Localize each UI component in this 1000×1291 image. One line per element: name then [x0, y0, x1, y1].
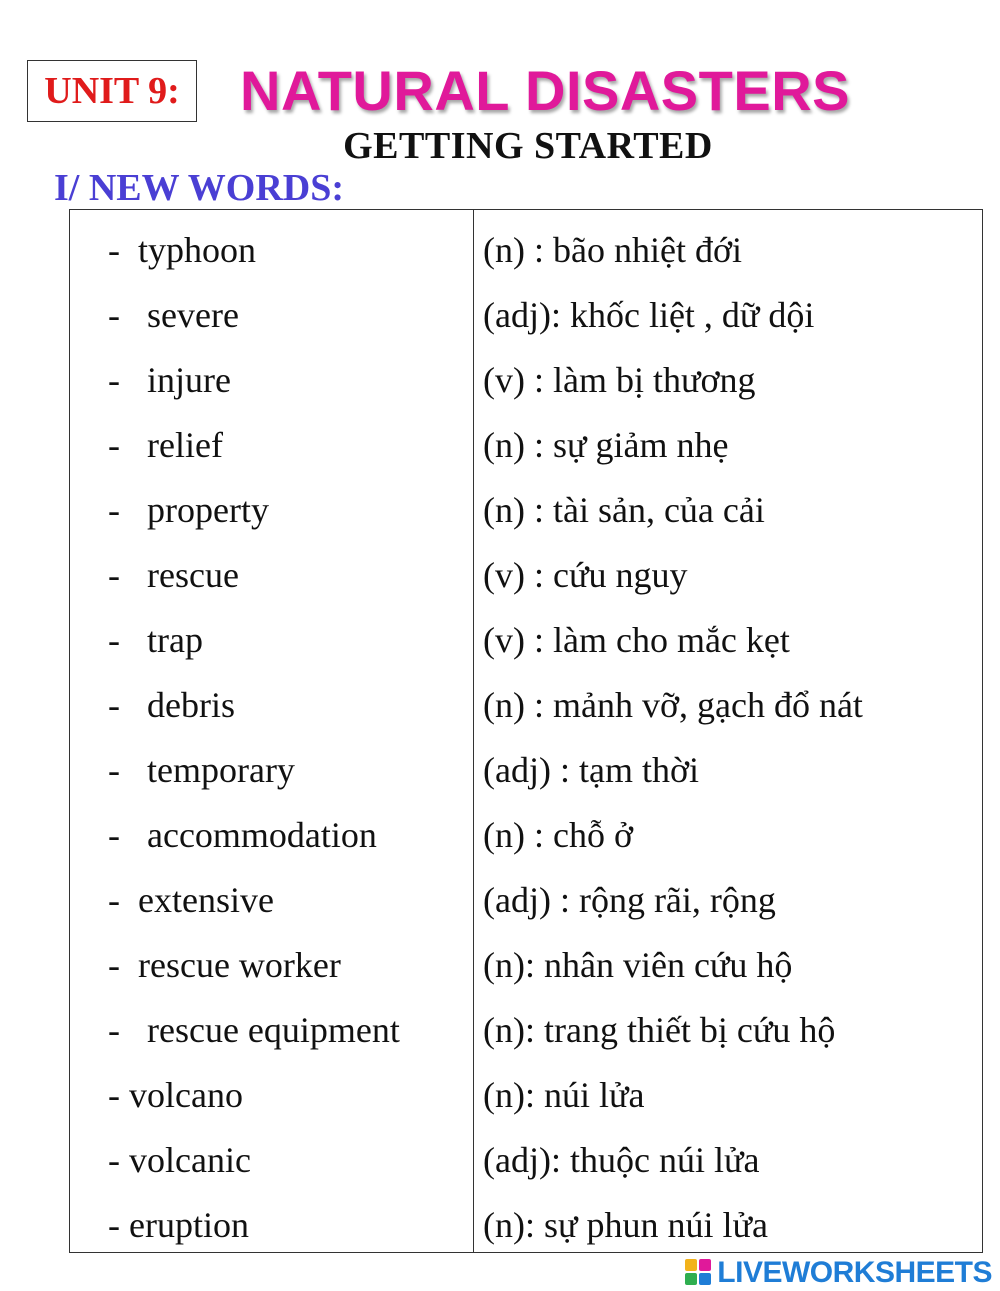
vocab-meaning: (n): nhân viên cứu hộ [483, 945, 793, 985]
vocab-term: - rescue worker [108, 945, 341, 985]
table-row [70, 362, 982, 427]
table-row [70, 427, 982, 492]
liveworksheets-brand: LIVEWORKSHEETS [717, 1256, 992, 1289]
vocab-term: - debris [108, 685, 235, 725]
vocab-term: - severe [108, 295, 239, 335]
vocabulary-table [69, 209, 983, 1253]
table-row [70, 1012, 982, 1077]
vocab-meaning: (adj) : tạm thời [483, 750, 699, 790]
table-row [70, 752, 982, 817]
vocab-term: - extensive [108, 880, 274, 920]
vocab-term: - relief [108, 425, 223, 465]
unit-label: UNIT 9: [44, 70, 180, 112]
liveworksheets-watermark[interactable] [685, 1256, 992, 1290]
liveworksheets-logo-icon [685, 1259, 713, 1287]
vocab-term: - typhoon [108, 230, 256, 270]
vocab-term: - injure [108, 360, 231, 400]
vocab-meaning: (adj): khốc liệt , dữ dội [483, 295, 815, 335]
vocab-term: - eruption [108, 1205, 249, 1245]
page-title: NATURAL DISASTERS [240, 59, 851, 122]
vocab-meaning: (n): sự phun núi lửa [483, 1205, 768, 1245]
vocab-meaning: (n) : bão nhiệt đới [483, 230, 742, 270]
vocab-term: - rescue equipment [108, 1010, 400, 1050]
table-row [70, 1077, 982, 1142]
vocab-meaning: (n) : chỗ ở [483, 815, 633, 855]
table-row [70, 687, 982, 752]
table-row [70, 557, 982, 622]
vocab-term: - volcanic [108, 1140, 251, 1180]
table-row [70, 492, 982, 557]
table-row [70, 297, 982, 362]
vocab-term: - property [108, 490, 269, 530]
vocab-meaning: (adj) : rộng rãi, rộng [483, 880, 776, 920]
vocab-meaning: (n) : mảnh vỡ, gạch đổ nát [483, 685, 863, 725]
vocab-meaning: (v) : làm bị thương [483, 360, 756, 400]
section-heading: I/ NEW WORDS: [54, 167, 344, 209]
vocab-term: - volcano [108, 1075, 243, 1115]
vocab-meaning: (n): trang thiết bị cứu hộ [483, 1010, 836, 1050]
table-row [70, 1142, 982, 1207]
vocab-meaning: (adj): thuộc núi lửa [483, 1140, 760, 1180]
table-row [70, 947, 982, 1012]
table-row [70, 817, 982, 882]
vocab-term: - accommodation [108, 815, 377, 855]
table-row [70, 622, 982, 687]
vocab-meaning: (v) : cứu nguy [483, 555, 688, 595]
table-row [70, 232, 982, 297]
vocab-term: - trap [108, 620, 203, 660]
vocab-meaning: (v) : làm cho mắc kẹt [483, 620, 790, 660]
vocab-meaning: (n): núi lửa [483, 1075, 645, 1115]
page-subtitle: GETTING STARTED [343, 125, 713, 167]
vocab-meaning: (n) : tài sản, của cải [483, 490, 765, 530]
vocab-term: - rescue [108, 555, 239, 595]
unit-label-box [27, 60, 197, 122]
vocab-meaning: (n) : sự giảm nhẹ [483, 425, 729, 465]
vocab-term: - temporary [108, 750, 295, 790]
table-row [70, 882, 982, 947]
